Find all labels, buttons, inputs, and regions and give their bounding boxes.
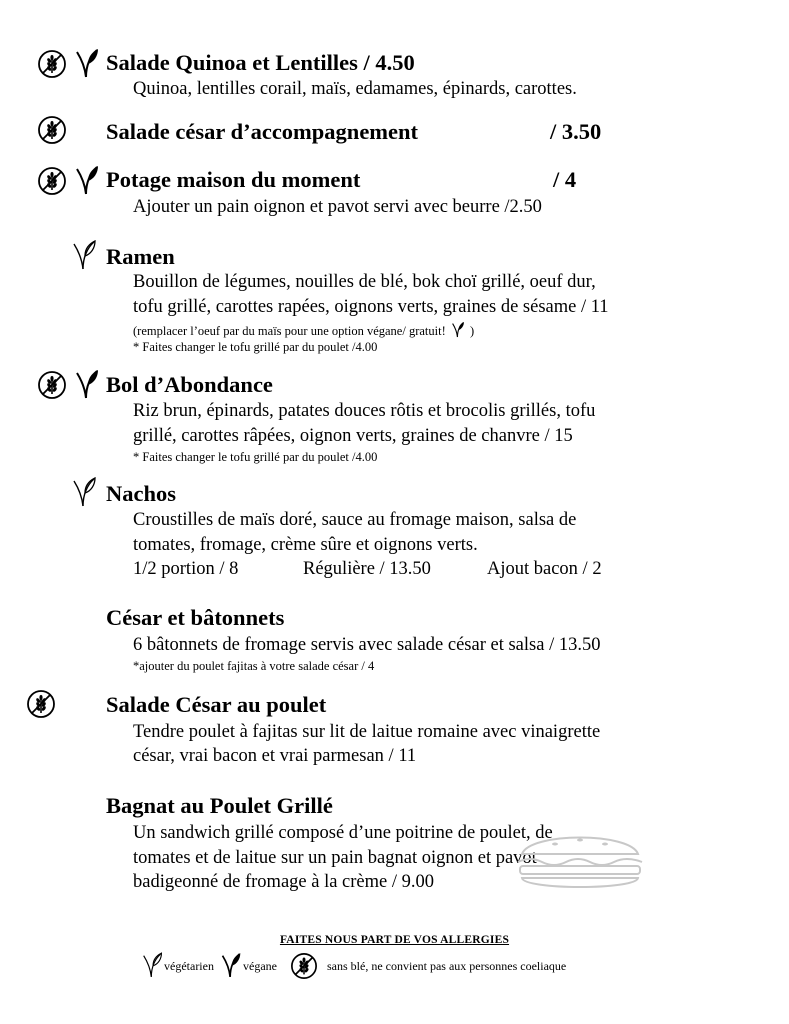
note-text-end: ) [469,324,475,338]
item-description: tofu grillé, carottes rapées, oignons verts, graines de sésame / 11 [133,297,609,317]
item-description: Bouillon de légumes, nouilles de blé, bok choï grillé, oeuf dur, [133,272,596,292]
item-vegan-option-note [133,321,474,339]
item-description: Quinoa, lentilles corail, maïs, edamames, épinards, carottes. [133,79,577,99]
item-description: Croustilles de maïs doré, sauce au fromage maison, salsa de [133,510,577,530]
item-note: * Faites changer le tofu grillé par du poulet /4.00 [133,340,378,354]
vegetarian-leaf-icon [72,477,98,507]
wheat-free-icon [26,689,56,719]
vegetarian-leaf-icon [72,240,98,270]
item-title: Bol d’Abondance [106,372,273,397]
wheat-free-icon [37,166,67,196]
option-reguliere: Régulière / 13.50 [303,559,431,579]
item-title: Ramen [106,244,175,269]
vegan-leaf-icon [74,48,100,78]
vegetarian-leaf-icon [142,952,164,978]
item-title: Salade César au poulet [106,692,327,717]
item-description: Tendre poulet à fajitas sur lit de laitue romaine avec vinaigrette [133,722,601,742]
item-description: badigeonné de fromage à la crème / 9.00 [133,872,435,892]
allergy-notice: FAITES NOUS PART DE VOS ALLERGIES [279,934,510,946]
wheat-free-icon [290,952,318,980]
item-description: tomates et de laitue sur un pain bagnat oignon et pavot [133,848,537,868]
legend-vegetarian-label: végétarien [164,959,214,973]
vegan-leaf-icon [220,952,242,978]
vegan-leaf-icon [451,321,465,338]
vegan-leaf-icon [74,369,100,399]
item-description: tomates, fromage, crème sûre et oignons verts. [133,535,478,555]
wheat-free-icon [37,115,67,145]
option-half-portion: 1/2 portion / 8 [133,559,239,579]
vegan-leaf-icon [74,165,100,195]
item-description: 6 bâtonnets de fromage servis avec salade césar et salsa / 13.50 [133,635,601,655]
item-description: Riz brun, épinards, patates douces rôtis et brocolis grillés, tofu [133,401,596,421]
item-price: / 3.50 [550,119,602,144]
item-title: Salade Quinoa et Lentilles / 4.50 [106,50,415,75]
item-note: *ajouter du poulet fajitas à votre salade césar / 4 [133,659,375,673]
item-title: Potage maison du moment [106,167,361,192]
wheat-free-icon [37,49,67,79]
item-title: Salade césar d’accompagnement [106,119,419,144]
note-text: (remplacer l’oeuf par du maïs pour une option végane/ gratuit! [133,324,446,338]
item-description: Un sandwich grillé composé d’une poitrine de poulet, de [133,823,553,843]
legend-wheat-free-label: sans blé, ne convient pas aux personnes coeliaque [327,959,567,973]
legend-vegan-label: végane [243,959,277,973]
item-price: / 4 [553,167,577,192]
item-description: grillé, carottes râpées, oignon verts, graines de chanvre / 15 [133,426,573,446]
item-description: Ajouter un pain oignon et pavot servi avec beurre /2.50 [133,197,542,217]
item-title: César et bâtonnets [106,605,285,630]
wheat-free-icon [37,370,67,400]
item-note: * Faites changer le tofu grillé par du poulet /4.00 [133,450,378,464]
option-ajout-bacon: Ajout bacon / 2 [487,559,602,579]
sandwich-icon [510,826,650,896]
item-description: césar, vrai bacon et vrai parmesan / 11 [133,746,417,766]
item-title: Bagnat au Poulet Grillé [106,793,333,818]
item-title: Nachos [106,481,177,506]
